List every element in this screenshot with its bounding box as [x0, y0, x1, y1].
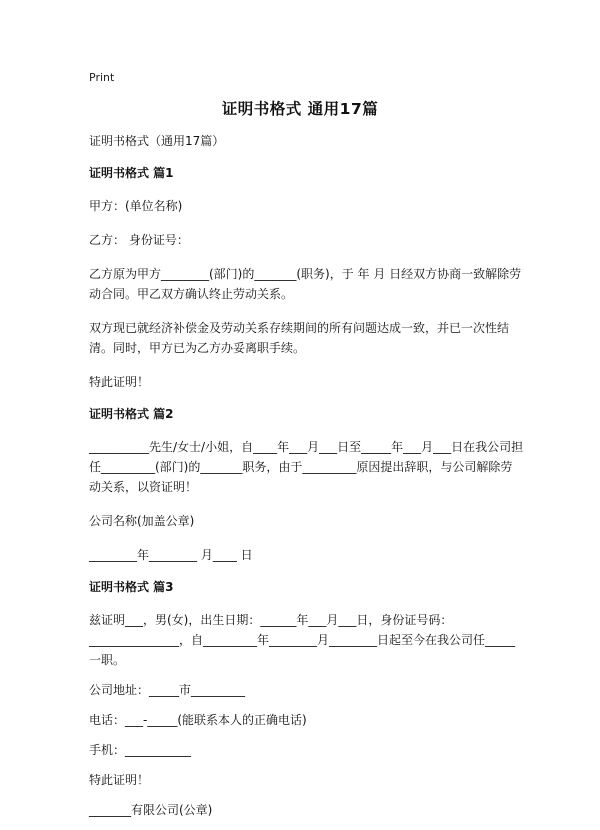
party-a-line: 甲方：(单位名称) [89, 199, 183, 213]
settlement-paragraph: 双方现已就经济补偿金及劳动关系存续期间的所有问题达成一致，并已一次性结清。同时，甲方已为乙方办妥离职手续。 [89, 321, 510, 355]
termination-paragraph: 乙方原为甲方________(部门)的_______(职务)，于 年 月 日经双方协商一致解除劳动合同。甲乙双方确认终止劳动关系。 [89, 267, 522, 301]
phone-line: 电话：___-_____(能联系本人的正确电话) [89, 713, 307, 727]
section-heading-2: 证明书格式 篇2 [89, 407, 174, 421]
employment-paragraph: 兹证明___，男(女)，出生日期：______年___月___日，身份证号码：_______________，自_________年________月________日起至今在我公司任_____一职。 [89, 613, 516, 667]
certification-closing: 特此证明！ [89, 375, 150, 389]
section-heading-3: 证明书格式 篇3 [89, 580, 174, 594]
document-title: 证明书格式 通用17篇 [221, 100, 379, 118]
mobile-line: 手机：___________ [89, 743, 192, 757]
section-heading-1: 证明书格式 篇1 [89, 166, 174, 180]
resignation-paragraph: __________先生/女士/小姐，自____年___月___日至_____年___月___日在我公司担任_________(部门)的_______职务，由于_________原因提出辞职，与公司解除劳动关系，以资证明！ [89, 440, 524, 494]
party-b-line: 乙方： 身份证号： [89, 233, 189, 247]
document-body [89, 133, 524, 830]
company-name-seal-line: 公司名称(加盖公章) [89, 514, 195, 528]
print-label[interactable]: Print [89, 71, 115, 84]
certification-closing-3: 特此证明！ [89, 773, 150, 787]
document-subtitle: 证明书格式（通用17篇） [89, 134, 225, 148]
company-address-line: 公司地址：_____市_________ [89, 683, 246, 697]
company-seal-line: _______有限公司(公章) [89, 803, 213, 817]
date-line: ________年________ 月____ 日 [89, 548, 253, 562]
